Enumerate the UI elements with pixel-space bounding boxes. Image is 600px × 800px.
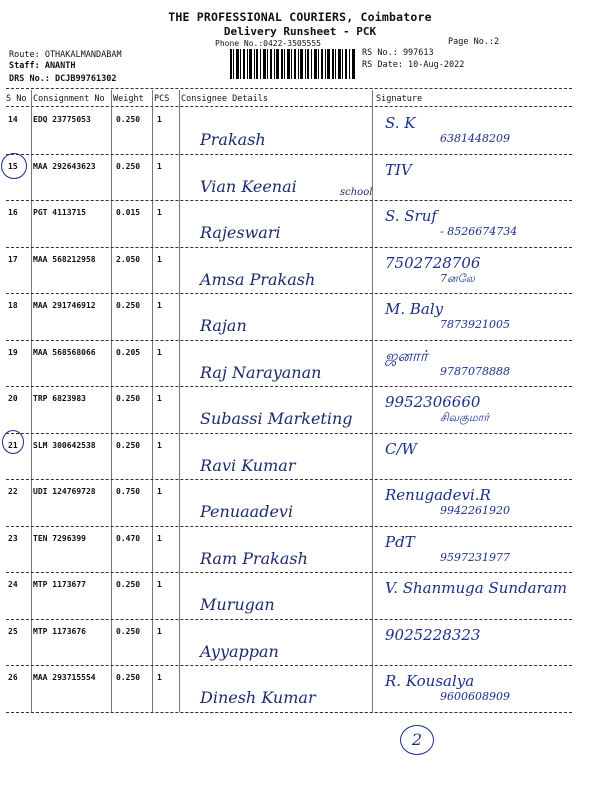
row-sno: 23 [8, 533, 18, 543]
row-consignment-no: MAA 291746912 [33, 301, 96, 310]
route-label: Route: OTHAKALMANDABAM [9, 50, 122, 60]
consignee-name: Subassi Marketing [200, 409, 353, 428]
row-pcs: 1 [157, 208, 162, 217]
staff-label: Staff: ANANTH [9, 61, 76, 71]
signature-handwriting: S. K [385, 114, 416, 132]
row-weight: 0.470 [116, 533, 141, 543]
row-consignment-no: PGT 4113715 [33, 208, 86, 217]
col-pcs: PCS [154, 94, 170, 104]
col-signature: Signature [376, 94, 423, 104]
row-pcs: 1 [157, 301, 162, 310]
row-21-circle-mark [2, 430, 24, 454]
row-pcs: 1 [157, 161, 162, 171]
company-title: THE PROFESSIONAL COURIERS, Coimbatore [168, 10, 432, 24]
signature-handwriting: V. Shanmuga Sundaram [385, 579, 567, 597]
row-consignment-no: MTP 1173676 [33, 626, 86, 636]
row-consignment-no: MAA 293715554 [33, 673, 96, 682]
signature-handwriting: 9952306660 [385, 393, 481, 411]
signature-handwriting: M. Baly [385, 300, 444, 318]
row-weight: 0.250 [116, 394, 141, 403]
signature-note: 7873921005 [440, 318, 510, 331]
runsheet-subtitle: Delivery Runsheet - PCK [223, 25, 377, 38]
consignee-name: Ram Prakash [200, 548, 308, 568]
consignee-name: Dinesh Kumar [200, 688, 316, 707]
row-weight: 2.050 [116, 254, 141, 264]
row-weight: 0.250 [116, 440, 141, 450]
row-consignment-no: TEN 7296399 [33, 533, 86, 543]
table-row [0, 620, 600, 667]
row-sno: 16 [8, 208, 18, 217]
row-pcs: 1 [157, 394, 162, 403]
signature-note: 7னலே [440, 271, 475, 285]
row-pcs: 1 [157, 487, 162, 496]
row-pcs: 1 [157, 626, 162, 636]
row-weight: 0.205 [116, 347, 141, 357]
row-sno: 25 [8, 626, 18, 636]
signature-note: 6381448209 [440, 132, 510, 145]
row-weight: 0.250 [116, 115, 141, 124]
table-row [0, 201, 600, 248]
row-sno: 22 [8, 487, 18, 496]
row-sno: 15 [8, 161, 18, 171]
row-sno: 14 [8, 115, 18, 124]
row-consignment-no: SLM 300642538 [33, 440, 96, 450]
row-weight: 0.750 [116, 487, 141, 496]
row-consignment-no: MAA 292643623 [33, 161, 96, 171]
col-consignee: Consignee Details [181, 94, 268, 104]
table-row [0, 573, 600, 620]
signature-handwriting: Renugadevi.R [385, 486, 491, 504]
row-weight: 0.250 [116, 161, 141, 171]
row-pcs: 1 [157, 673, 162, 682]
signature-note: - 8526674734 [440, 225, 518, 238]
table-row [0, 155, 600, 202]
row-consignment-no: MTP 1173677 [33, 580, 86, 589]
table-row [0, 527, 600, 574]
rs-number: RS No.: 997613 [362, 48, 434, 58]
row-sno: 26 [8, 673, 18, 682]
signature-handwriting: ஜனார் [385, 346, 428, 365]
consignee-name: Murugan [200, 595, 275, 614]
row-consignment-no: UDI 124769728 [33, 487, 96, 496]
barcode-image [230, 49, 355, 79]
consignee-name: Prakash [200, 130, 266, 149]
signature-handwriting: TIV [385, 160, 412, 179]
header-divider-top [6, 88, 572, 89]
table-row [0, 248, 600, 295]
row-weight: 0.250 [116, 673, 141, 682]
table-row [0, 666, 600, 713]
row-sno: 18 [8, 301, 18, 310]
signature-handwriting: 9025228323 [385, 625, 481, 644]
signature-handwriting: C/W [385, 439, 417, 458]
row-pcs: 1 [157, 115, 162, 124]
signature-note: 9942261920 [440, 504, 510, 517]
consignee-name: Ravi Kumar [200, 455, 296, 475]
row-weight: 0.250 [116, 580, 141, 589]
row-sno: 19 [8, 347, 18, 357]
table-row [0, 108, 600, 155]
col-sno: S No [6, 94, 27, 104]
drs-number: DRS No.: DCJB99761302 [9, 74, 117, 84]
row-sno: 20 [8, 394, 18, 403]
table-bottom-divider [6, 712, 572, 713]
signature-handwriting: 7502728706 [385, 253, 481, 272]
table-row [0, 434, 600, 481]
signature-handwriting: PdT [385, 532, 415, 551]
phone-number: Phone No.:0422-3505555 [215, 39, 321, 48]
col-consignment: Consignment No [33, 94, 105, 104]
signature-handwriting: R. Kousalya [385, 672, 475, 690]
signature-note: சிவகுமார் [440, 411, 490, 424]
row-pcs: 1 [157, 440, 162, 450]
table-row [0, 480, 600, 527]
rs-date: RS Date: 10-Aug-2022 [362, 60, 465, 70]
table-row [0, 341, 600, 388]
row-consignment-no: MAA 568212958 [33, 254, 96, 264]
consignee-name: Amsa Prakash [200, 269, 316, 289]
signature-note: 9787078888 [440, 364, 510, 378]
col-weight: Weight [113, 94, 144, 104]
row-consignment-no: EDQ 23775053 [33, 115, 91, 124]
consignee-name: Penuaadevi [200, 502, 294, 521]
row-pcs: 1 [157, 347, 162, 357]
consignee-name-note: school [340, 186, 373, 198]
row-weight: 0.250 [116, 626, 141, 636]
row-15-circle-mark [1, 153, 27, 179]
row-sno: 17 [8, 254, 18, 264]
row-pcs: 1 [157, 580, 162, 589]
consignee-name: Rajan [200, 316, 247, 335]
consignee-name: Rajeswari [200, 223, 281, 242]
consignee-name: Ayyappan [200, 641, 279, 661]
page-number: Page No.:2 [448, 37, 500, 47]
table-row [0, 294, 600, 341]
row-weight: 0.250 [116, 301, 141, 310]
signature-handwriting: S. Sruf [385, 207, 437, 225]
consignee-name: Vian Keenai [200, 176, 297, 196]
signature-note: 9597231977 [440, 550, 510, 564]
row-pcs: 1 [157, 254, 162, 264]
row-consignment-no: TRP 6823983 [33, 394, 86, 403]
page-mark-circle: 2 [400, 725, 434, 755]
row-sno: 24 [8, 580, 18, 589]
table-row [0, 387, 600, 434]
consignee-name: Raj Narayanan [200, 362, 322, 382]
row-consignment-no: MAA 568568066 [33, 347, 96, 357]
header-divider-bottom [6, 106, 572, 107]
row-pcs: 1 [157, 533, 162, 543]
row-sno: 21 [8, 440, 18, 450]
signature-note: 9600608909 [440, 690, 510, 703]
row-weight: 0.015 [116, 208, 141, 217]
